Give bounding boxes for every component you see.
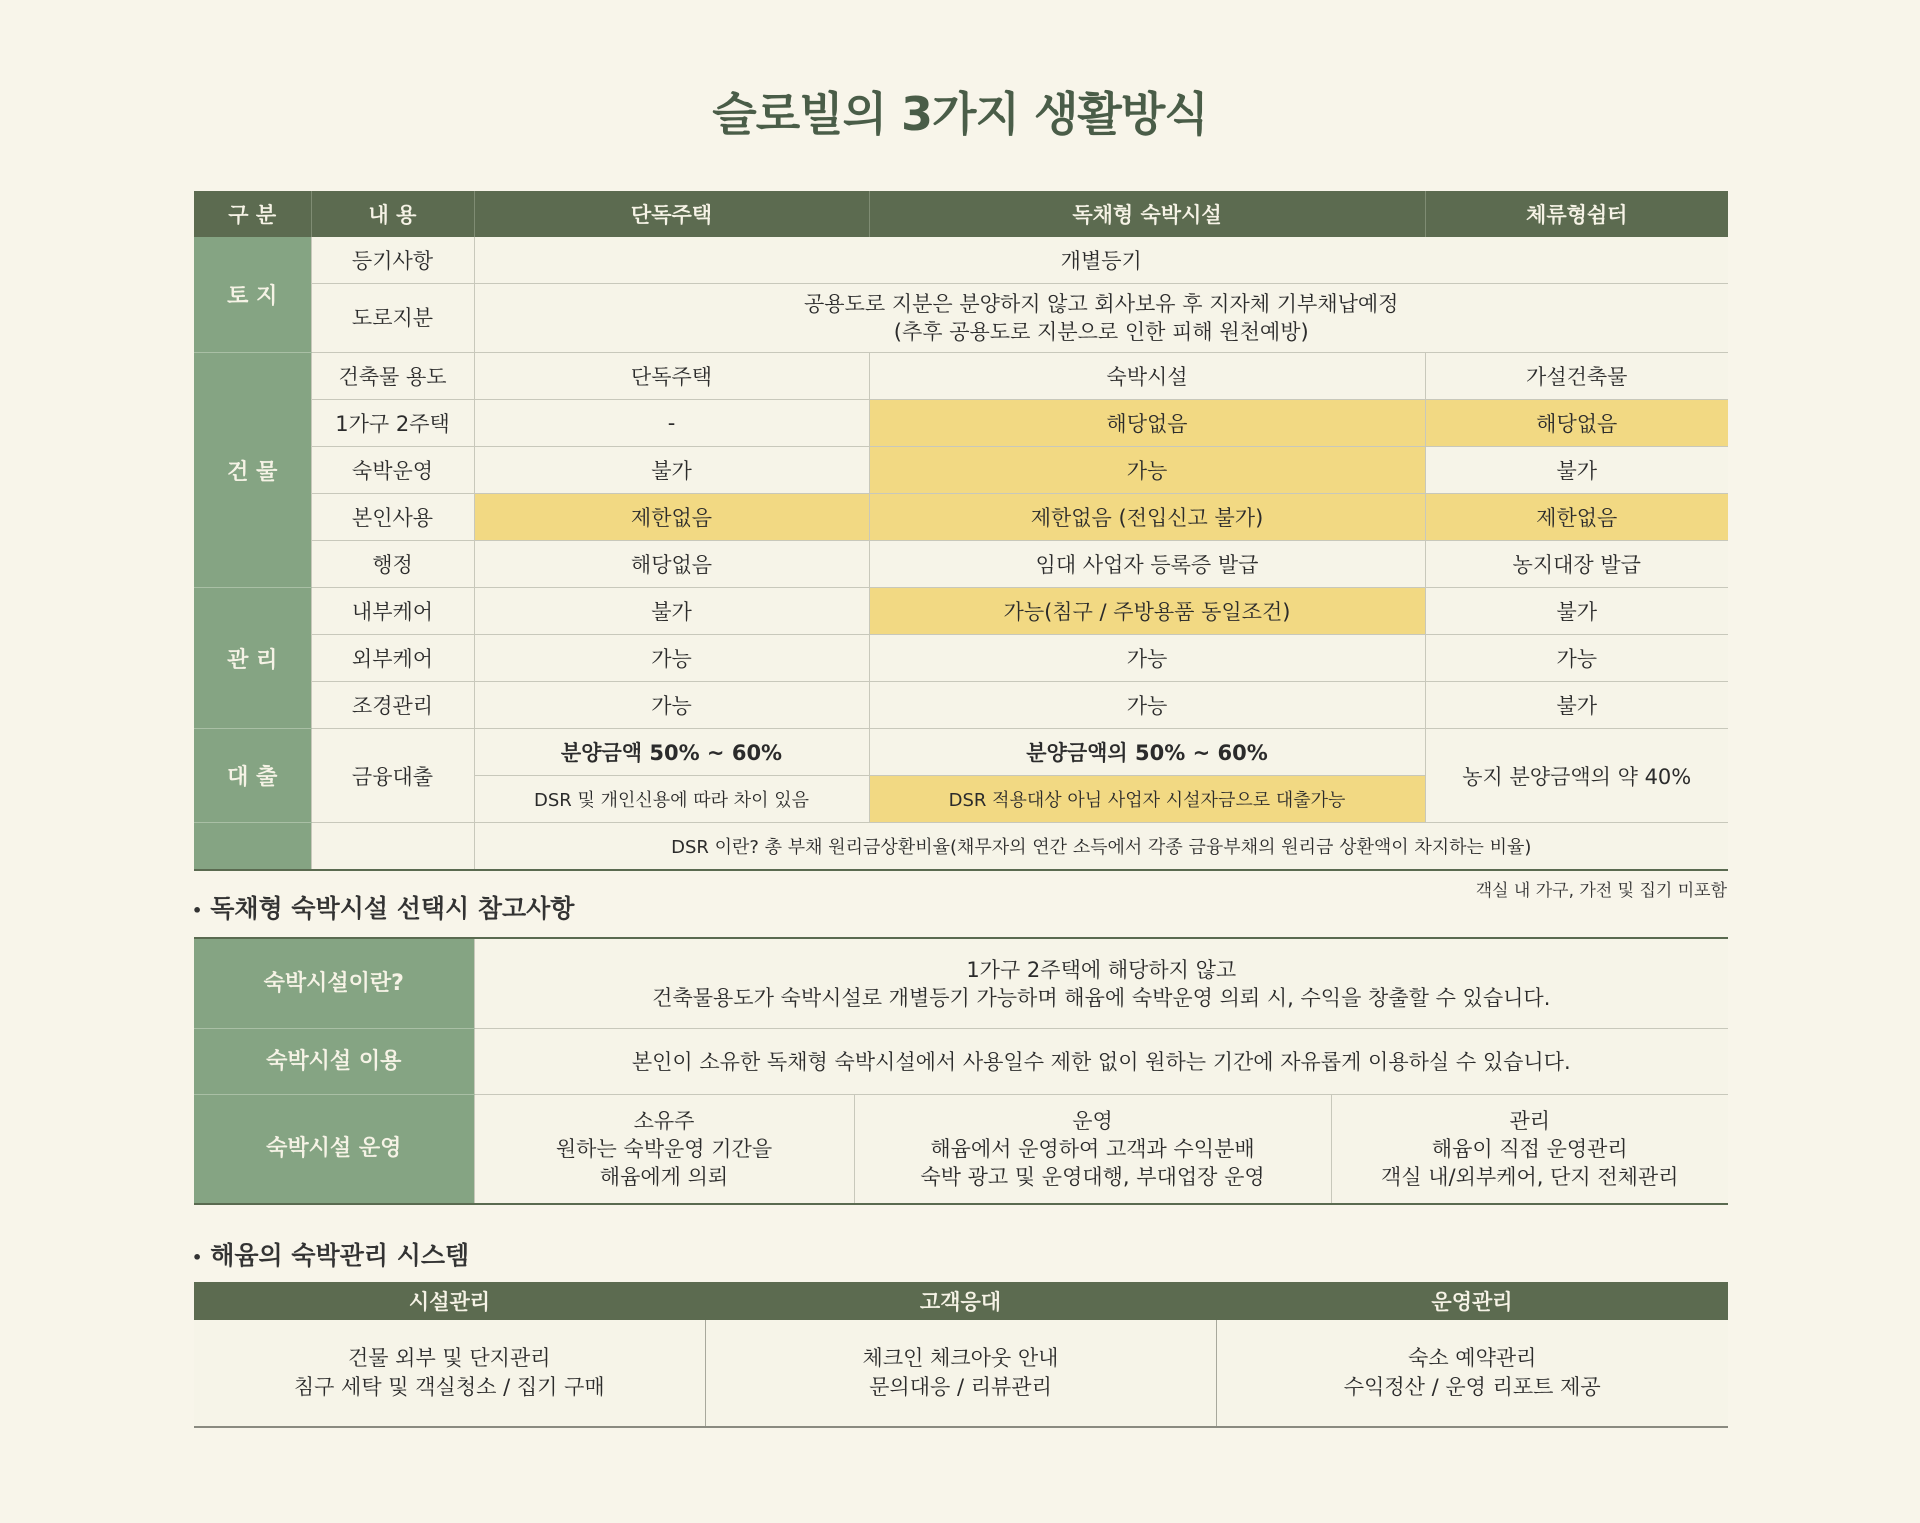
header-facility: 시설관리 bbox=[194, 1282, 705, 1320]
section-heading-text: 해윰의 숙박관리 시스템 bbox=[210, 1241, 470, 1270]
row-label: 본인사용 bbox=[311, 494, 474, 541]
table-row bbox=[194, 284, 1728, 353]
table-row bbox=[194, 400, 1728, 447]
text-line: 해윰에게 의뢰 bbox=[599, 1165, 729, 1189]
cell: 가능 bbox=[1425, 635, 1728, 682]
bullet-icon: • bbox=[192, 1247, 203, 1267]
category-manage: 관 리 bbox=[194, 588, 311, 729]
category-loan: 대 출 bbox=[194, 729, 311, 823]
table-row bbox=[194, 1029, 1728, 1095]
cell-management bbox=[1331, 1095, 1728, 1205]
cell: 숙박시설 bbox=[869, 353, 1425, 400]
table-row bbox=[194, 682, 1728, 729]
table-row bbox=[194, 447, 1728, 494]
table-header-row bbox=[194, 191, 1728, 237]
system-table bbox=[194, 1282, 1728, 1428]
text-line: 해윰에서 운영하여 고객과 수익분배 bbox=[930, 1137, 1255, 1161]
cell-operation bbox=[854, 1095, 1331, 1205]
cell bbox=[1216, 1320, 1728, 1427]
cell: 불가 bbox=[474, 588, 869, 635]
table-row bbox=[194, 541, 1728, 588]
cell: 본인이 소유한 독채형 숙박시설에서 사용일수 제한 없이 원하는 기간에 자유롭게 이용하실 수 있습니다. bbox=[474, 1029, 1728, 1095]
cell: 단독주택 bbox=[474, 353, 869, 400]
highlight-cell: 가능(침구 / 주방용품 동일조건) bbox=[869, 588, 1425, 635]
text-line: 문의대응 / 리뷰관리 bbox=[869, 1375, 1052, 1399]
category-land: 토 지 bbox=[194, 237, 311, 353]
table-row bbox=[194, 1320, 1728, 1427]
footnote: 객실 내 가구, 가전 및 집기 미포함 bbox=[1475, 881, 1727, 901]
row-label-empty bbox=[311, 823, 474, 871]
text-line: 소유주 bbox=[633, 1109, 695, 1133]
registry-value: 개별등기 bbox=[474, 237, 1728, 284]
header-content: 내 용 bbox=[311, 191, 474, 237]
reference-table bbox=[194, 937, 1728, 1205]
cell: DSR 및 개인신용에 따라 차이 있음 bbox=[474, 776, 869, 823]
page-title: 슬로빌의 3가지 생활방식 bbox=[712, 87, 1208, 141]
row-label: 금융대출 bbox=[311, 729, 474, 823]
table-row bbox=[194, 494, 1728, 541]
header-customer: 고객응대 bbox=[705, 1282, 1216, 1320]
table-row bbox=[194, 729, 1728, 776]
row-label: 숙박시설 이용 bbox=[194, 1029, 474, 1095]
cell: 해당없음 bbox=[474, 541, 869, 588]
cell: 가능 bbox=[474, 635, 869, 682]
header-category: 구 분 bbox=[194, 191, 311, 237]
text-line: 관리 bbox=[1509, 1109, 1551, 1133]
highlight-cell: 제한없음 bbox=[1425, 494, 1728, 541]
row-label: 숙박운영 bbox=[311, 447, 474, 494]
cell: 가능 bbox=[474, 682, 869, 729]
text-line: 침구 세탁 및 객실청소 / 집기 구매 bbox=[293, 1375, 605, 1399]
highlight-cell: 가능 bbox=[869, 447, 1425, 494]
cell: 불가 bbox=[1425, 588, 1728, 635]
comparison-table bbox=[194, 191, 1728, 871]
category-building: 건 물 bbox=[194, 353, 311, 588]
highlight-cell: DSR 적용대상 아님 사업자 시설자금으로 대출가능 bbox=[869, 776, 1425, 823]
row-label: 내부케어 bbox=[311, 588, 474, 635]
cell: 임대 사업자 등록증 발급 bbox=[869, 541, 1425, 588]
highlight-cell: 제한없음 (전입신고 불가) bbox=[869, 494, 1425, 541]
bullet-icon: • bbox=[192, 900, 203, 920]
row-label: 등기사항 bbox=[311, 237, 474, 284]
table-row bbox=[194, 353, 1728, 400]
cell: 농지대장 발급 bbox=[1425, 541, 1728, 588]
cell: 농지 분양금액의 약 40% bbox=[1425, 729, 1728, 823]
text-line: 객실 내/외부케어, 단지 전체관리 bbox=[1381, 1165, 1679, 1189]
text-line: 운영 bbox=[1072, 1109, 1113, 1133]
text-line: 해윰이 직접 운영관리 bbox=[1431, 1137, 1628, 1161]
header-operation: 운영관리 bbox=[1216, 1282, 1728, 1320]
cell: 가능 bbox=[869, 682, 1425, 729]
cell: 가설건축물 bbox=[1425, 353, 1728, 400]
cell bbox=[705, 1320, 1216, 1427]
row-label: 건축물 용도 bbox=[311, 353, 474, 400]
row-label: 숙박시설 운영 bbox=[194, 1095, 474, 1205]
cell-owner bbox=[474, 1095, 854, 1205]
cell bbox=[474, 938, 1728, 1029]
row-label: 숙박시설이란? bbox=[194, 938, 474, 1029]
road-value bbox=[474, 284, 1728, 353]
table-row bbox=[194, 237, 1728, 284]
table-row bbox=[194, 1095, 1728, 1205]
cell: 가능 bbox=[869, 635, 1425, 682]
cell: - bbox=[474, 400, 869, 447]
row-label: 조경관리 bbox=[311, 682, 474, 729]
table-header-row bbox=[194, 1282, 1728, 1320]
section-heading-text: 독채형 숙박시설 선택시 참고사항 bbox=[210, 894, 575, 923]
cell: 불가 bbox=[474, 447, 869, 494]
highlight-cell: 제한없음 bbox=[474, 494, 869, 541]
text-line: 1가구 2주택에 해당하지 않고 bbox=[966, 957, 1237, 982]
cell bbox=[194, 1320, 705, 1427]
table-row bbox=[194, 823, 1728, 871]
highlight-cell: 해당없음 bbox=[869, 400, 1425, 447]
row-label: 행정 bbox=[311, 541, 474, 588]
table-row bbox=[194, 635, 1728, 682]
table-row bbox=[194, 938, 1728, 1029]
text-line: 건물 외부 및 단지관리 bbox=[347, 1346, 551, 1370]
text-line: 수익정산 / 운영 리포트 제공 bbox=[1343, 1375, 1601, 1399]
cell: 불가 bbox=[1425, 447, 1728, 494]
cell: 분양금액 50% ~ 60% bbox=[474, 729, 869, 776]
cell: 불가 bbox=[1425, 682, 1728, 729]
row-label: 1가구 2주택 bbox=[311, 400, 474, 447]
text-line: 숙박 광고 및 운영대행, 부대업장 운영 bbox=[920, 1165, 1265, 1189]
row-label: 도로지분 bbox=[311, 284, 474, 353]
category-empty bbox=[194, 823, 311, 871]
highlight-cell: 해당없음 bbox=[1425, 400, 1728, 447]
dsr-note: DSR 이란? 총 부채 원리금상환비율(채무자의 연간 소득에서 각종 금융부채의 원리금 상환액이 차지하는 비율) bbox=[474, 823, 1728, 871]
road-line-2: (추후 공용도로 지분으로 인한 피해 원천예방) bbox=[893, 320, 1309, 344]
header-lodging: 독채형 숙박시설 bbox=[869, 191, 1425, 237]
text-line: 원하는 숙박운영 기간을 bbox=[555, 1137, 773, 1161]
table-row bbox=[194, 588, 1728, 635]
section-heading-system bbox=[192, 1236, 469, 1272]
header-house: 단독주택 bbox=[474, 191, 869, 237]
cell: 분양금액의 50% ~ 60% bbox=[869, 729, 1425, 776]
road-line-1: 공용도로 지분은 분양하지 않고 회사보유 후 지자체 기부채납예정 bbox=[804, 292, 1399, 316]
row-label: 외부케어 bbox=[311, 635, 474, 682]
text-line: 건축물용도가 숙박시설로 개별등기 가능하며 해윰에 숙박운영 의뢰 시, 수익을 창출할 수 있습니다. bbox=[652, 985, 1551, 1010]
section-heading-reference bbox=[192, 889, 574, 925]
text-line: 체크인 체크아웃 안내 bbox=[862, 1346, 1059, 1370]
header-shelter: 체류형쉼터 bbox=[1425, 191, 1728, 237]
text-line: 숙소 예약관리 bbox=[1408, 1346, 1537, 1370]
